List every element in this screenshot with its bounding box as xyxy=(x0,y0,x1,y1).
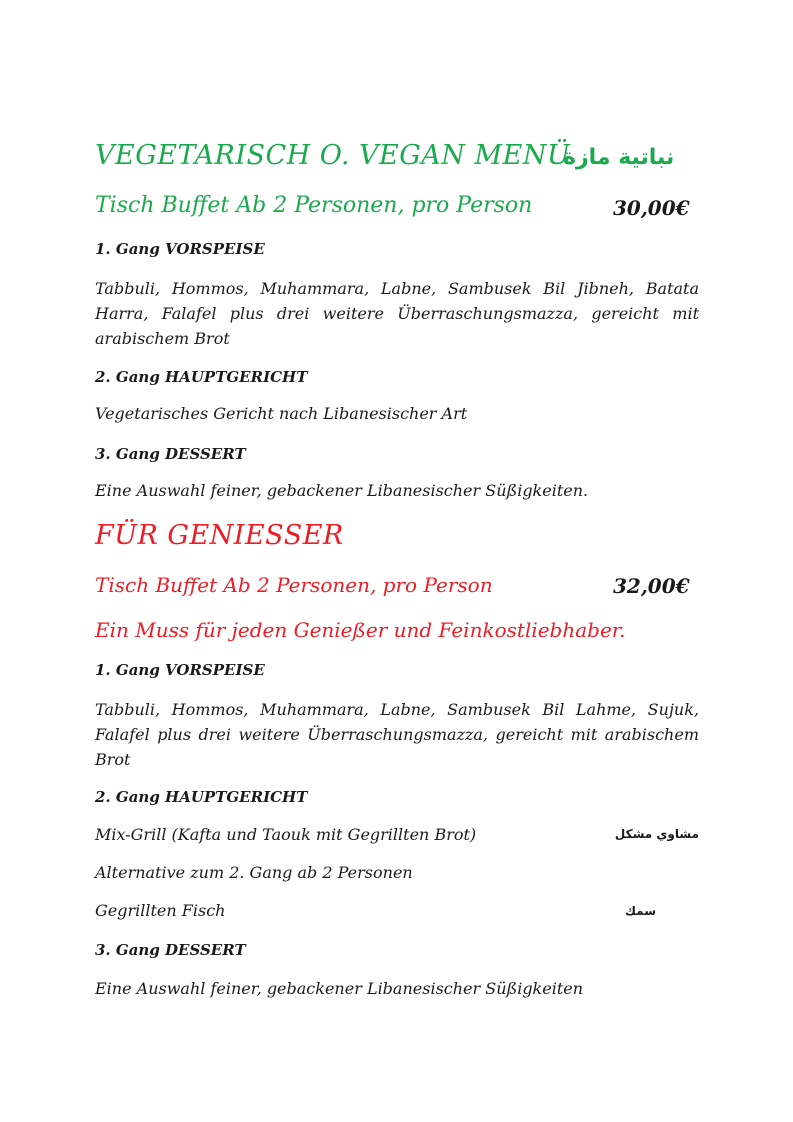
gourmet-course2-label: 2. Gang HAUPTGERICHT xyxy=(95,788,308,806)
gourmet-fish-text: Gegrillten Fisch xyxy=(95,901,226,920)
gourmet-buffet-label: Tisch Buffet Ab 2 Personen, pro Person xyxy=(95,573,493,597)
gourmet-course1-label: 1. Gang VORSPEISE xyxy=(95,661,265,679)
gourmet-alternative-text: Alternative zum 2. Gang ab 2 Personen xyxy=(95,863,413,882)
gourmet-course2-arabic: مشاوي مشكل xyxy=(614,827,699,841)
vegan-price: 30,00€ xyxy=(613,196,690,220)
gourmet-course1-text: Tabbuli, Hommos, Muhammara, Labne, Sambusek Bil Lahme, Sujuk, Falafel plus drei weitere Überraschungsmazza, gereicht mit arabischem Brot xyxy=(95,700,699,769)
vegan-section-title: VEGETARISCH O. VEGAN MENÜ xyxy=(95,140,571,171)
vegan-course2-label: 2. Gang HAUPTGERICHT xyxy=(95,368,308,386)
gourmet-course3-label: 3. Gang DESSERT xyxy=(95,941,246,959)
gourmet-fish-arabic: سمك xyxy=(624,904,656,918)
gourmet-section-title: FÜR GENIESSER xyxy=(95,520,344,551)
vegan-course3-text: Eine Auswahl feiner, gebackener Libanesischer Süßigkeiten. xyxy=(95,481,589,500)
vegan-course2-text: Vegetarisches Gericht nach Libanesischer Art xyxy=(95,404,468,423)
vegan-course3-label: 3. Gang DESSERT xyxy=(95,445,246,463)
vegan-course1-text: Tabbuli, Hommos, Muhammara, Labne, Sambusek Bil Jibneh, Batata Harra, Falafel plus drei weitere Überraschungsmazza, gereicht mit arabischem Brot xyxy=(95,279,699,348)
gourmet-course2-text: Mix-Grill (Kafta und Taouk mit Gegrillten Brot) xyxy=(95,825,477,844)
gourmet-course3-text: Eine Auswahl feiner, gebackener Libanesischer Süßigkeiten xyxy=(95,979,584,998)
gourmet-price: 32,00€ xyxy=(613,574,690,598)
vegan-course1-label: 1. Gang VORSPEISE xyxy=(95,240,265,258)
vegan-section-arabic-title: نباتية مازة xyxy=(563,145,675,170)
vegan-buffet-label: Tisch Buffet Ab 2 Personen, pro Person xyxy=(95,193,533,218)
gourmet-tagline: Ein Muss für jeden Genießer und Feinkostliebhaber. xyxy=(95,618,626,642)
